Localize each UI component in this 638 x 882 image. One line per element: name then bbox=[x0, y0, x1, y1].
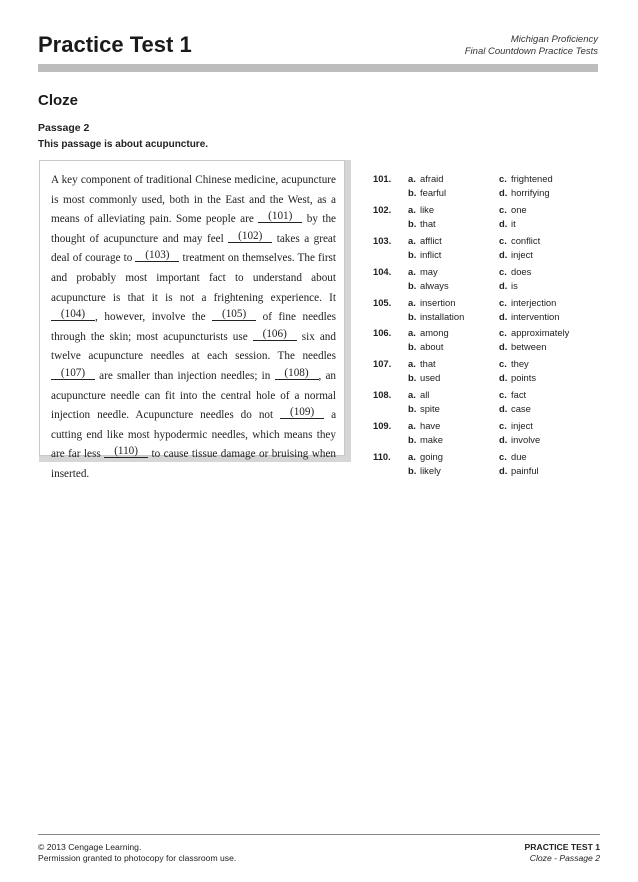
option-c[interactable]: c. they bbox=[499, 358, 529, 370]
option-c[interactable]: c. approximately bbox=[499, 327, 570, 339]
section-title: Cloze bbox=[38, 92, 79, 109]
option-d[interactable]: d. case bbox=[499, 403, 531, 415]
question-106 bbox=[373, 326, 603, 357]
option-d[interactable]: d. involve bbox=[499, 434, 541, 446]
option-a[interactable]: a. afflict bbox=[408, 234, 442, 246]
blank-106: (106) bbox=[253, 328, 297, 341]
option-a[interactable]: a. that bbox=[408, 358, 436, 370]
option-b[interactable]: b. that bbox=[408, 217, 436, 229]
option-a[interactable]: a. may bbox=[408, 265, 438, 277]
question-number: 109. bbox=[373, 420, 392, 432]
passage-segment: six and twelve acupuncture needles at each session. The needles bbox=[51, 330, 336, 363]
blank-110: (110) bbox=[104, 445, 148, 458]
footer-test-name: PRACTICE TEST 1 bbox=[524, 842, 600, 852]
option-b[interactable]: b. make bbox=[408, 434, 443, 446]
option-c[interactable]: c. inject bbox=[499, 420, 533, 432]
passage-segment: treatment on themselves. The first and probably most important fact to understand about acupuncture is that it is not a frightening experience. It bbox=[51, 252, 337, 304]
blank-108: (108) bbox=[275, 367, 319, 380]
footer-divider bbox=[38, 834, 600, 835]
option-b[interactable]: b. fearful bbox=[408, 187, 447, 198]
question-109 bbox=[373, 419, 603, 450]
question-number: 107. bbox=[373, 358, 392, 370]
option-d[interactable]: d. between bbox=[499, 341, 547, 353]
question-110 bbox=[373, 450, 603, 481]
passage-segment: are smaller than injection needles; in bbox=[99, 369, 271, 382]
passage-description: This passage is about acupuncture. bbox=[38, 139, 209, 150]
question-list bbox=[373, 172, 603, 481]
option-b[interactable]: b. installation bbox=[408, 310, 465, 322]
question-number: 101. bbox=[373, 173, 392, 184]
series-line-2: Final Countdown Practice Tests bbox=[464, 46, 598, 57]
option-b[interactable]: b. likely bbox=[408, 465, 441, 477]
option-b[interactable]: b. spite bbox=[408, 403, 440, 415]
option-b[interactable]: b. inflict bbox=[408, 248, 442, 260]
question-number: 106. bbox=[373, 327, 392, 339]
question-number: 108. bbox=[373, 389, 392, 401]
option-a[interactable]: a. among bbox=[408, 327, 449, 339]
option-c[interactable]: c. does bbox=[499, 265, 532, 277]
passage-text bbox=[51, 171, 336, 485]
option-c[interactable]: c. interjection bbox=[499, 296, 557, 308]
footer-copyright bbox=[38, 842, 236, 864]
option-d[interactable]: d. it bbox=[499, 217, 516, 229]
question-number: 102. bbox=[373, 203, 392, 215]
option-c[interactable]: c. conflict bbox=[499, 234, 541, 246]
passage-segment: a cutting end like most hypodermic needles, which means they are far less bbox=[51, 409, 337, 461]
passage-segment: , an acupuncture needle can fit into the central hole of a normal injection needle. Acupuncture needles do not bbox=[51, 369, 337, 422]
option-b[interactable]: b. always bbox=[408, 279, 449, 291]
blank-109: (109) bbox=[280, 406, 324, 419]
footer-page-info bbox=[525, 842, 600, 864]
blank-107: (107) bbox=[51, 367, 95, 380]
blank-101: (101) bbox=[258, 210, 302, 223]
option-c[interactable]: c. frightened bbox=[499, 173, 553, 184]
option-d[interactable]: d. painful bbox=[499, 465, 539, 477]
series-line-1: Michigan Proficiency bbox=[510, 34, 598, 45]
passage-card bbox=[39, 160, 345, 480]
passage-segment: A key component of traditional Chinese medicine, acupuncture is most commonly used, both in the East and the West, as a means of alleviating pain. Some people are bbox=[51, 174, 336, 226]
passage-segment: by the thought of acupuncture and may feel bbox=[51, 213, 337, 245]
option-c[interactable]: c. one bbox=[499, 203, 527, 215]
blank-103: (103) bbox=[135, 249, 179, 262]
option-a[interactable]: a. afraid bbox=[408, 173, 444, 184]
header-divider-bar bbox=[38, 64, 598, 72]
passage-segment: takes a great deal of courage to bbox=[51, 232, 337, 265]
question-number: 110. bbox=[373, 451, 391, 463]
option-a[interactable]: a. like bbox=[408, 203, 435, 215]
question-number: 103. bbox=[373, 234, 392, 246]
option-a[interactable]: a. insertion bbox=[408, 296, 456, 308]
option-d[interactable]: d. inject bbox=[499, 248, 533, 260]
question-107 bbox=[373, 357, 603, 388]
option-c[interactable]: c. fact bbox=[499, 389, 527, 401]
option-d[interactable]: d. horrifying bbox=[499, 187, 550, 198]
option-c[interactable]: c. due bbox=[499, 451, 527, 463]
permission-line: Permission granted to photocopy for classroom use. bbox=[38, 853, 237, 863]
question-102 bbox=[373, 203, 603, 234]
page-title: Practice Test 1 bbox=[38, 32, 192, 57]
question-105 bbox=[373, 296, 603, 327]
passage-segment: to cause tissue damage or bruising when inserted. bbox=[51, 448, 337, 480]
option-d[interactable]: d. is bbox=[499, 279, 518, 291]
passage-label: Passage 2 bbox=[38, 122, 90, 134]
passage-box bbox=[39, 160, 351, 480]
option-a[interactable]: a. all bbox=[408, 389, 430, 401]
copyright-line: © 2013 Cengage Learning. bbox=[38, 842, 142, 852]
option-a[interactable]: a. going bbox=[408, 451, 443, 463]
passage-segment: of fine needles through the skin; most acupuncturists use bbox=[51, 311, 337, 343]
option-d[interactable]: d. points bbox=[499, 372, 537, 384]
blank-105: (105) bbox=[212, 308, 256, 321]
question-104 bbox=[373, 265, 603, 296]
option-b[interactable]: b. used bbox=[408, 372, 441, 384]
footer-section-name: Cloze - Passage 2 bbox=[529, 853, 600, 863]
question-number: 105. bbox=[373, 296, 392, 308]
blank-102: (102) bbox=[228, 230, 272, 243]
passage-segment: , however, involve the bbox=[95, 311, 206, 324]
option-d[interactable]: d. intervention bbox=[499, 310, 560, 322]
blank-104: (104) bbox=[51, 308, 95, 321]
option-a[interactable]: a. have bbox=[408, 420, 441, 432]
question-103 bbox=[373, 234, 603, 265]
question-number: 104. bbox=[373, 265, 392, 277]
series-info bbox=[465, 34, 598, 58]
question-101 bbox=[373, 172, 603, 203]
question-108 bbox=[373, 388, 603, 419]
option-b[interactable]: b. about bbox=[408, 341, 444, 353]
